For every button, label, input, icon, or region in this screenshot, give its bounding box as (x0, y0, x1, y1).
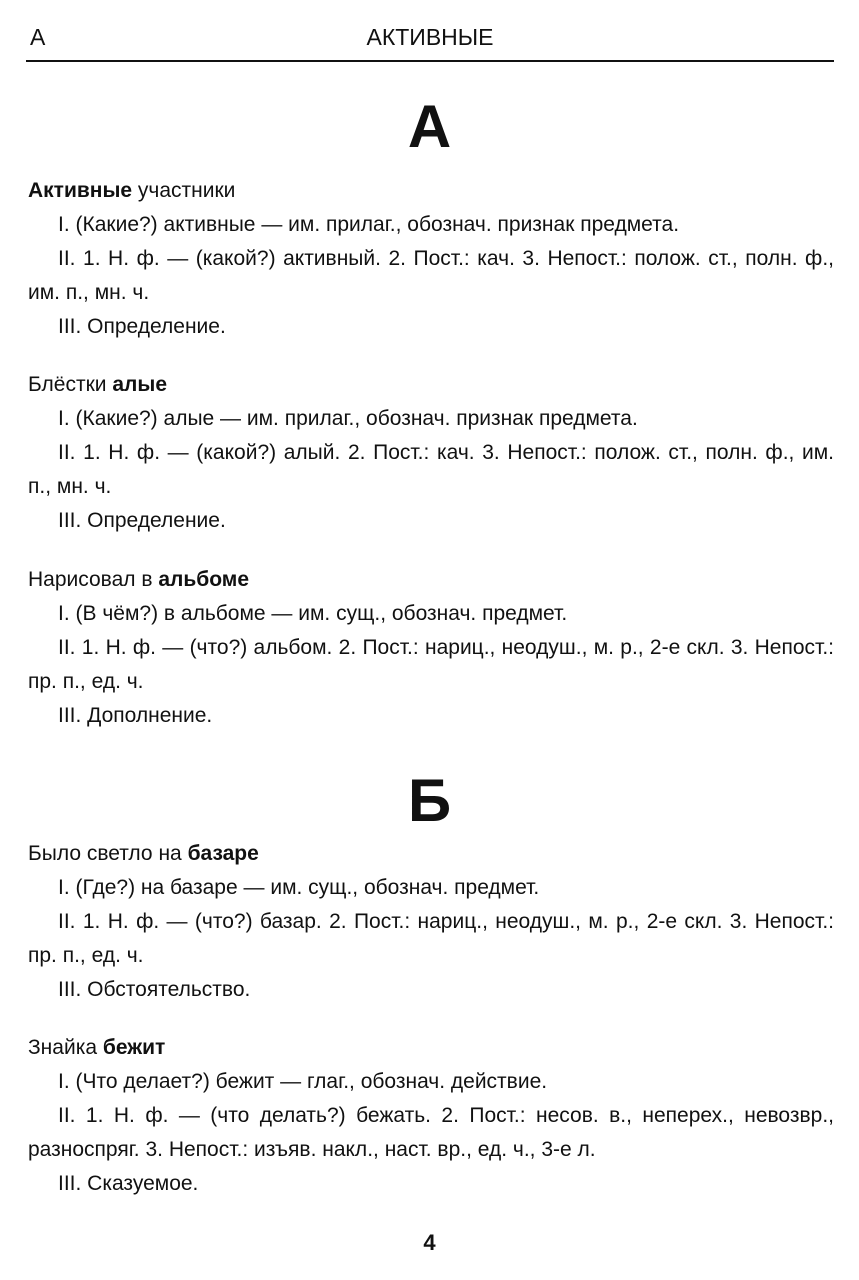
entry-keyword: альбоме (158, 568, 250, 591)
entry-keyword: базаре (187, 842, 259, 865)
section-letter-a: А (407, 93, 452, 160)
header-title: АКТИВНЫЕ (366, 24, 494, 50)
analysis-line-1: I. (Где?) на базаре — им. сущ., обознач. предмет. (58, 876, 540, 899)
analysis-line-3: III. Дополнение. (58, 704, 213, 727)
entry-bezhit (28, 1031, 834, 1201)
analysis-line-2: II. 1. Н. ф. — (что?) альбом. 2. Пост.: нариц., неодуш., м. р., 2-е скл. 3. Непост.: пр. п., ед. ч. (28, 636, 834, 693)
entry-title (28, 837, 834, 871)
analysis-line-3: III. Обстоятельство. (58, 978, 251, 1001)
page-number: 4 (423, 1230, 436, 1255)
analysis-line-3: III. Определение. (58, 509, 226, 532)
section-letter-b: Б (407, 767, 452, 834)
entry-albome (28, 563, 834, 733)
entry-title (28, 174, 834, 208)
analysis-line-1: I. (Какие?) активные — им. прилаг., обознач. признак предмета. (58, 213, 680, 236)
entry-prefix: Знайка (28, 1036, 103, 1059)
entry-aktivnye (28, 174, 834, 344)
analysis-line-1: I. (Что делает?) бежит — глаг., обознач. действие. (58, 1070, 548, 1093)
entry-prefix: Было светло на (28, 842, 188, 865)
analysis-line-3: III. Сказуемое. (58, 1172, 199, 1195)
analysis-line-2: II. 1. Н. ф. — (какой?) алый. 2. Пост.: кач. 3. Непост.: полож. ст., полн. ф., им. п., мн. ч. (28, 441, 834, 498)
entry-keyword: бежит (102, 1036, 166, 1059)
entry-prefix: Блёстки (28, 373, 113, 396)
analysis-line-1: I. (Какие?) алые — им. прилаг., обознач. признак предмета. (58, 407, 638, 430)
entry-alye (28, 368, 834, 538)
entry-title (28, 368, 834, 402)
page-header (26, 22, 834, 62)
entry-keyword: Активные (28, 179, 133, 202)
analysis-line-2: II. 1. Н. ф. — (какой?) активный. 2. Пост.: кач. 3. Непост.: полож. ст., полн. ф., им. п., мн. ч. (28, 247, 834, 304)
entry-suffix: участники (132, 179, 236, 202)
entry-bazare (28, 837, 834, 1007)
header-letter: А (30, 24, 46, 50)
entry-keyword: алые (112, 373, 167, 396)
analysis-line-1: I. (В чём?) в альбоме — им. сущ., обознач. предмет. (58, 602, 568, 625)
analysis-line-3: III. Определение. (58, 315, 226, 338)
entry-title (28, 563, 834, 597)
entry-title (28, 1031, 834, 1065)
analysis-line-2: II. 1. Н. ф. — (что?) базар. 2. Пост.: нариц., неодуш., м. р., 2-е скл. 3. Непост.: пр. п., ед. ч. (28, 910, 834, 967)
entry-prefix: Нарисовал в (28, 568, 159, 591)
analysis-line-2: II. 1. Н. ф. — (что делать?) бежать. 2. Пост.: несов. в., неперех., невозвр., разноспряг. 3. Непост.: изъяв. накл., наст. вр., ед. ч., 3-е л. (28, 1104, 834, 1161)
